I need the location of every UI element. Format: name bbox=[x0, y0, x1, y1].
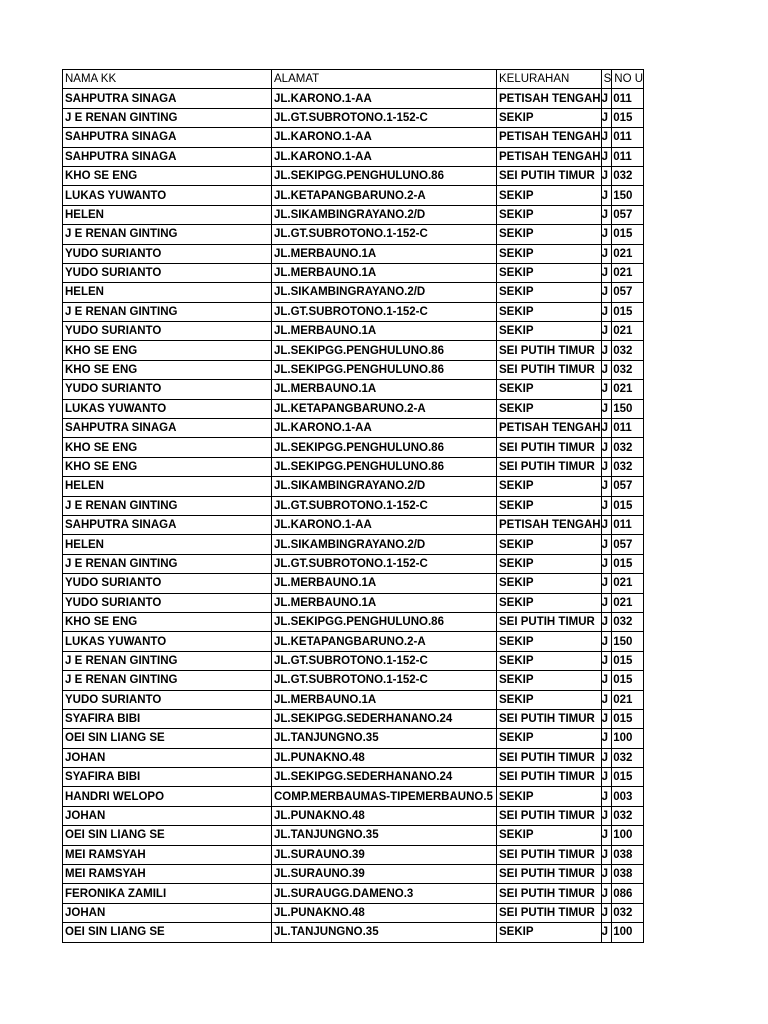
cell-nama-kk: SAHPUTRA SINAGA bbox=[63, 419, 272, 438]
cell-no-u: 032 bbox=[612, 341, 644, 360]
cell-s: J bbox=[601, 903, 612, 922]
cell-nama-kk: J E RENAN GINTING bbox=[63, 671, 272, 690]
cell-kelurahan: SEKIP bbox=[497, 690, 602, 709]
header-nama-kk: NAMA KK bbox=[63, 70, 272, 89]
cell-no-u: 021 bbox=[612, 690, 644, 709]
cell-alamat: JL.MERBAUNO.1A bbox=[272, 690, 497, 709]
table-row bbox=[63, 651, 644, 670]
table-row bbox=[63, 477, 644, 496]
table-row bbox=[63, 515, 644, 534]
table-row bbox=[63, 806, 644, 825]
cell-nama-kk: FERONIKA ZAMILI bbox=[63, 884, 272, 903]
cell-s: J bbox=[601, 612, 612, 631]
cell-s: J bbox=[601, 826, 612, 845]
cell-nama-kk: OEI SIN LIANG SE bbox=[63, 826, 272, 845]
cell-nama-kk: YUDO SURIANTO bbox=[63, 690, 272, 709]
cell-s: J bbox=[601, 205, 612, 224]
cell-kelurahan: SEKIP bbox=[497, 671, 602, 690]
table-row bbox=[63, 128, 644, 147]
cell-kelurahan: SEKIP bbox=[497, 380, 602, 399]
table-row bbox=[63, 632, 644, 651]
cell-s: J bbox=[601, 923, 612, 942]
cell-no-u: 015 bbox=[612, 554, 644, 573]
cell-kelurahan: SEKIP bbox=[497, 496, 602, 515]
cell-alamat: JL.MERBAUNO.1A bbox=[272, 593, 497, 612]
cell-kelurahan: SEKIP bbox=[497, 729, 602, 748]
table-row bbox=[63, 729, 644, 748]
cell-kelurahan: SEI PUTIH TIMUR bbox=[497, 748, 602, 767]
cell-no-u: 057 bbox=[612, 205, 644, 224]
table-row bbox=[63, 826, 644, 845]
cell-no-u: 015 bbox=[612, 709, 644, 728]
cell-nama-kk: YUDO SURIANTO bbox=[63, 380, 272, 399]
table-row bbox=[63, 787, 644, 806]
table-row bbox=[63, 865, 644, 884]
table-row bbox=[63, 671, 644, 690]
cell-s: J bbox=[601, 554, 612, 573]
table-row bbox=[63, 302, 644, 321]
cell-nama-kk: YUDO SURIANTO bbox=[63, 244, 272, 263]
table-row bbox=[63, 283, 644, 302]
cell-no-u: 015 bbox=[612, 108, 644, 127]
cell-kelurahan: SEI PUTIH TIMUR bbox=[497, 768, 602, 787]
cell-alamat: JL.MERBAUNO.1A bbox=[272, 380, 497, 399]
cell-s: J bbox=[601, 729, 612, 748]
cell-no-u: 032 bbox=[612, 612, 644, 631]
cell-nama-kk: J E RENAN GINTING bbox=[63, 554, 272, 573]
cell-no-u: 032 bbox=[612, 903, 644, 922]
cell-nama-kk: SAHPUTRA SINAGA bbox=[63, 515, 272, 534]
cell-nama-kk: YUDO SURIANTO bbox=[63, 322, 272, 341]
cell-alamat: JL.MERBAUNO.1A bbox=[272, 574, 497, 593]
table-row bbox=[63, 419, 644, 438]
table-row bbox=[63, 108, 644, 127]
cell-nama-kk: OEI SIN LIANG SE bbox=[63, 729, 272, 748]
cell-alamat: JL.SIKAMBINGRAYANO.2/D bbox=[272, 205, 497, 224]
cell-no-u: 021 bbox=[612, 263, 644, 282]
cell-s: J bbox=[601, 515, 612, 534]
header-s: S bbox=[601, 70, 612, 89]
table-row bbox=[63, 496, 644, 515]
table-row bbox=[63, 709, 644, 728]
cell-kelurahan: SEKIP bbox=[497, 322, 602, 341]
cell-alamat: JL.SEKIPGG.PENGHULUNO.86 bbox=[272, 166, 497, 185]
cell-alamat: JL.SURAUNO.39 bbox=[272, 845, 497, 864]
cell-no-u: 011 bbox=[612, 515, 644, 534]
cell-alamat: JL.KARONO.1-AA bbox=[272, 128, 497, 147]
cell-nama-kk: YUDO SURIANTO bbox=[63, 593, 272, 612]
cell-alamat: JL.KETAPANGBARUNO.2-A bbox=[272, 399, 497, 418]
cell-nama-kk: J E RENAN GINTING bbox=[63, 108, 272, 127]
cell-kelurahan: SEKIP bbox=[497, 283, 602, 302]
cell-alamat: JL.GT.SUBROTONO.1-152-C bbox=[272, 108, 497, 127]
cell-s: J bbox=[601, 438, 612, 457]
cell-kelurahan: SEI PUTIH TIMUR bbox=[497, 903, 602, 922]
cell-no-u: 086 bbox=[612, 884, 644, 903]
cell-s: J bbox=[601, 632, 612, 651]
cell-s: J bbox=[601, 651, 612, 670]
cell-kelurahan: PETISAH TENGAH bbox=[497, 419, 602, 438]
cell-alamat: JL.TANJUNGNO.35 bbox=[272, 923, 497, 942]
header-alamat: ALAMAT bbox=[272, 70, 497, 89]
cell-s: J bbox=[601, 128, 612, 147]
cell-alamat: JL.KARONO.1-AA bbox=[272, 147, 497, 166]
cell-s: J bbox=[601, 225, 612, 244]
cell-alamat: JL.SIKAMBINGRAYANO.2/D bbox=[272, 477, 497, 496]
cell-s: J bbox=[601, 593, 612, 612]
table-row bbox=[63, 186, 644, 205]
cell-s: J bbox=[601, 748, 612, 767]
cell-no-u: 038 bbox=[612, 865, 644, 884]
cell-nama-kk: LUKAS YUWANTO bbox=[63, 632, 272, 651]
cell-nama-kk: MEI RAMSYAH bbox=[63, 865, 272, 884]
cell-nama-kk: OEI SIN LIANG SE bbox=[63, 923, 272, 942]
cell-s: J bbox=[601, 166, 612, 185]
cell-nama-kk: KHO SE ENG bbox=[63, 166, 272, 185]
table-row bbox=[63, 612, 644, 631]
cell-s: J bbox=[601, 709, 612, 728]
cell-s: J bbox=[601, 768, 612, 787]
cell-s: J bbox=[601, 108, 612, 127]
cell-alamat: JL.GT.SUBROTONO.1-152-C bbox=[272, 651, 497, 670]
cell-nama-kk: SAHPUTRA SINAGA bbox=[63, 89, 272, 108]
cell-kelurahan: SEKIP bbox=[497, 651, 602, 670]
cell-alamat: JL.KARONO.1-AA bbox=[272, 419, 497, 438]
cell-no-u: 032 bbox=[612, 806, 644, 825]
table-row bbox=[63, 438, 644, 457]
cell-alamat: JL.PUNAKNO.48 bbox=[272, 748, 497, 767]
cell-alamat: JL.MERBAUNO.1A bbox=[272, 322, 497, 341]
cell-kelurahan: SEI PUTIH TIMUR bbox=[497, 709, 602, 728]
cell-no-u: 015 bbox=[612, 225, 644, 244]
cell-nama-kk: MEI RAMSYAH bbox=[63, 845, 272, 864]
cell-nama-kk: KHO SE ENG bbox=[63, 360, 272, 379]
table-row bbox=[63, 244, 644, 263]
cell-nama-kk: SAHPUTRA SINAGA bbox=[63, 128, 272, 147]
cell-no-u: 003 bbox=[612, 787, 644, 806]
cell-alamat: JL.SURAUNO.39 bbox=[272, 865, 497, 884]
cell-no-u: 021 bbox=[612, 574, 644, 593]
cell-s: J bbox=[601, 89, 612, 108]
table-row bbox=[63, 341, 644, 360]
cell-nama-kk: HELEN bbox=[63, 477, 272, 496]
cell-s: J bbox=[601, 535, 612, 554]
cell-s: J bbox=[601, 787, 612, 806]
cell-no-u: 150 bbox=[612, 632, 644, 651]
cell-alamat: JL.SEKIPGG.PENGHULUNO.86 bbox=[272, 341, 497, 360]
cell-no-u: 150 bbox=[612, 399, 644, 418]
cell-kelurahan: SEKIP bbox=[497, 632, 602, 651]
cell-nama-kk: YUDO SURIANTO bbox=[63, 574, 272, 593]
table-row bbox=[63, 380, 644, 399]
cell-kelurahan: SEI PUTIH TIMUR bbox=[497, 612, 602, 631]
cell-no-u: 032 bbox=[612, 457, 644, 476]
cell-kelurahan: SEI PUTIH TIMUR bbox=[497, 865, 602, 884]
cell-nama-kk: HANDRI WELOPO bbox=[63, 787, 272, 806]
cell-alamat: JL.GT.SUBROTONO.1-152-C bbox=[272, 225, 497, 244]
cell-nama-kk: KHO SE ENG bbox=[63, 457, 272, 476]
cell-s: J bbox=[601, 477, 612, 496]
cell-no-u: 021 bbox=[612, 593, 644, 612]
cell-alamat: JL.SEKIPGG.PENGHULUNO.86 bbox=[272, 438, 497, 457]
table-row bbox=[63, 225, 644, 244]
cell-kelurahan: SEKIP bbox=[497, 593, 602, 612]
cell-alamat: JL.SEKIPGG.PENGHULUNO.86 bbox=[272, 360, 497, 379]
cell-no-u: 100 bbox=[612, 923, 644, 942]
cell-kelurahan: SEKIP bbox=[497, 477, 602, 496]
cell-nama-kk: KHO SE ENG bbox=[63, 438, 272, 457]
cell-alamat: JL.SIKAMBINGRAYANO.2/D bbox=[272, 535, 497, 554]
cell-kelurahan: SEKIP bbox=[497, 826, 602, 845]
cell-s: J bbox=[601, 884, 612, 903]
cell-nama-kk: HELEN bbox=[63, 535, 272, 554]
cell-no-u: 015 bbox=[612, 496, 644, 515]
cell-kelurahan: SEI PUTIH TIMUR bbox=[497, 166, 602, 185]
cell-no-u: 100 bbox=[612, 729, 644, 748]
cell-nama-kk: LUKAS YUWANTO bbox=[63, 186, 272, 205]
household-table bbox=[62, 69, 644, 943]
cell-no-u: 038 bbox=[612, 845, 644, 864]
table-row bbox=[63, 457, 644, 476]
cell-s: J bbox=[601, 806, 612, 825]
cell-s: J bbox=[601, 244, 612, 263]
cell-alamat: JL.KETAPANGBARUNO.2-A bbox=[272, 632, 497, 651]
cell-kelurahan: SEKIP bbox=[497, 108, 602, 127]
table-row bbox=[63, 166, 644, 185]
cell-kelurahan: SEI PUTIH TIMUR bbox=[497, 884, 602, 903]
table-row bbox=[63, 360, 644, 379]
header-kelurahan: KELURAHAN bbox=[497, 70, 602, 89]
table-row bbox=[63, 748, 644, 767]
cell-nama-kk: J E RENAN GINTING bbox=[63, 496, 272, 515]
cell-kelurahan: SEI PUTIH TIMUR bbox=[497, 457, 602, 476]
cell-kelurahan: SEI PUTIH TIMUR bbox=[497, 806, 602, 825]
cell-kelurahan: PETISAH TENGAH bbox=[497, 147, 602, 166]
table-row bbox=[63, 690, 644, 709]
cell-kelurahan: PETISAH TENGAH bbox=[497, 515, 602, 534]
cell-kelurahan: SEI PUTIH TIMUR bbox=[497, 438, 602, 457]
cell-nama-kk: HELEN bbox=[63, 283, 272, 302]
cell-nama-kk: SYAFIRA BIBI bbox=[63, 768, 272, 787]
cell-kelurahan: SEKIP bbox=[497, 186, 602, 205]
cell-nama-kk: HELEN bbox=[63, 205, 272, 224]
cell-alamat: JL.GT.SUBROTONO.1-152-C bbox=[272, 302, 497, 321]
cell-nama-kk: SYAFIRA BIBI bbox=[63, 709, 272, 728]
cell-nama-kk: J E RENAN GINTING bbox=[63, 302, 272, 321]
cell-kelurahan: SEI PUTIH TIMUR bbox=[497, 845, 602, 864]
cell-no-u: 015 bbox=[612, 768, 644, 787]
cell-alamat: COMP.MERBAUMAS-TIPEMERBAUNO.5 bbox=[272, 787, 497, 806]
cell-s: J bbox=[601, 302, 612, 321]
cell-alamat: JL.KARONO.1-AA bbox=[272, 89, 497, 108]
cell-s: J bbox=[601, 845, 612, 864]
cell-no-u: 032 bbox=[612, 166, 644, 185]
cell-no-u: 032 bbox=[612, 438, 644, 457]
cell-s: J bbox=[601, 574, 612, 593]
cell-no-u: 015 bbox=[612, 302, 644, 321]
cell-kelurahan: SEKIP bbox=[497, 225, 602, 244]
cell-alamat: JL.PUNAKNO.48 bbox=[272, 806, 497, 825]
cell-s: J bbox=[601, 380, 612, 399]
cell-nama-kk: SAHPUTRA SINAGA bbox=[63, 147, 272, 166]
header-row bbox=[63, 70, 644, 89]
cell-alamat: JL.SEKIPGG.SEDERHANANO.24 bbox=[272, 768, 497, 787]
table-row bbox=[63, 205, 644, 224]
cell-s: J bbox=[601, 496, 612, 515]
cell-kelurahan: SEI PUTIH TIMUR bbox=[497, 341, 602, 360]
cell-kelurahan: SEKIP bbox=[497, 574, 602, 593]
cell-no-u: 057 bbox=[612, 283, 644, 302]
cell-no-u: 057 bbox=[612, 477, 644, 496]
cell-alamat: JL.GT.SUBROTONO.1-152-C bbox=[272, 496, 497, 515]
cell-kelurahan: SEI PUTIH TIMUR bbox=[497, 360, 602, 379]
cell-alamat: JL.PUNAKNO.48 bbox=[272, 903, 497, 922]
cell-alamat: JL.KARONO.1-AA bbox=[272, 515, 497, 534]
table-row bbox=[63, 903, 644, 922]
cell-no-u: 021 bbox=[612, 380, 644, 399]
cell-nama-kk: JOHAN bbox=[63, 903, 272, 922]
cell-alamat: JL.SEKIPGG.SEDERHANANO.24 bbox=[272, 709, 497, 728]
header-no-u: NO U bbox=[612, 70, 644, 89]
cell-s: J bbox=[601, 283, 612, 302]
cell-alamat: JL.SIKAMBINGRAYANO.2/D bbox=[272, 283, 497, 302]
cell-s: J bbox=[601, 399, 612, 418]
cell-kelurahan: SEKIP bbox=[497, 302, 602, 321]
table-row bbox=[63, 884, 644, 903]
cell-alamat: JL.SURAUGG.DAMENO.3 bbox=[272, 884, 497, 903]
cell-s: J bbox=[601, 360, 612, 379]
cell-kelurahan: SEKIP bbox=[497, 244, 602, 263]
cell-s: J bbox=[601, 147, 612, 166]
cell-no-u: 011 bbox=[612, 147, 644, 166]
cell-s: J bbox=[601, 419, 612, 438]
table-row bbox=[63, 593, 644, 612]
cell-nama-kk: LUKAS YUWANTO bbox=[63, 399, 272, 418]
cell-kelurahan: PETISAH TENGAH bbox=[497, 89, 602, 108]
table-row bbox=[63, 768, 644, 787]
cell-alamat: JL.TANJUNGNO.35 bbox=[272, 729, 497, 748]
cell-s: J bbox=[601, 186, 612, 205]
cell-no-u: 150 bbox=[612, 186, 644, 205]
cell-no-u: 021 bbox=[612, 322, 644, 341]
table-body bbox=[63, 89, 644, 942]
cell-no-u: 011 bbox=[612, 89, 644, 108]
cell-no-u: 011 bbox=[612, 128, 644, 147]
table-row bbox=[63, 89, 644, 108]
table-row bbox=[63, 923, 644, 942]
cell-no-u: 015 bbox=[612, 671, 644, 690]
cell-nama-kk: KHO SE ENG bbox=[63, 612, 272, 631]
table-row bbox=[63, 322, 644, 341]
cell-kelurahan: SEKIP bbox=[497, 554, 602, 573]
cell-alamat: JL.SEKIPGG.PENGHULUNO.86 bbox=[272, 457, 497, 476]
cell-kelurahan: SEKIP bbox=[497, 535, 602, 554]
cell-kelurahan: PETISAH TENGAH bbox=[497, 128, 602, 147]
table-row bbox=[63, 147, 644, 166]
cell-s: J bbox=[601, 671, 612, 690]
cell-no-u: 032 bbox=[612, 360, 644, 379]
cell-kelurahan: SEKIP bbox=[497, 263, 602, 282]
cell-s: J bbox=[601, 457, 612, 476]
cell-nama-kk: J E RENAN GINTING bbox=[63, 225, 272, 244]
cell-s: J bbox=[601, 690, 612, 709]
cell-s: J bbox=[601, 341, 612, 360]
cell-no-u: 011 bbox=[612, 419, 644, 438]
cell-nama-kk: YUDO SURIANTO bbox=[63, 263, 272, 282]
table-row bbox=[63, 263, 644, 282]
cell-s: J bbox=[601, 263, 612, 282]
cell-no-u: 032 bbox=[612, 748, 644, 767]
cell-nama-kk: JOHAN bbox=[63, 748, 272, 767]
cell-alamat: JL.GT.SUBROTONO.1-152-C bbox=[272, 671, 497, 690]
cell-no-u: 057 bbox=[612, 535, 644, 554]
cell-nama-kk: KHO SE ENG bbox=[63, 341, 272, 360]
table-row bbox=[63, 535, 644, 554]
cell-kelurahan: SEKIP bbox=[497, 787, 602, 806]
cell-kelurahan: SEKIP bbox=[497, 923, 602, 942]
cell-alamat: JL.MERBAUNO.1A bbox=[272, 263, 497, 282]
cell-kelurahan: SEKIP bbox=[497, 399, 602, 418]
cell-nama-kk: J E RENAN GINTING bbox=[63, 651, 272, 670]
cell-kelurahan: SEKIP bbox=[497, 205, 602, 224]
cell-no-u: 100 bbox=[612, 826, 644, 845]
cell-nama-kk: JOHAN bbox=[63, 806, 272, 825]
cell-s: J bbox=[601, 322, 612, 341]
cell-alamat: JL.KETAPANGBARUNO.2-A bbox=[272, 186, 497, 205]
table-row bbox=[63, 554, 644, 573]
cell-alamat: JL.GT.SUBROTONO.1-152-C bbox=[272, 554, 497, 573]
cell-alamat: JL.TANJUNGNO.35 bbox=[272, 826, 497, 845]
table-row bbox=[63, 574, 644, 593]
cell-s: J bbox=[601, 865, 612, 884]
cell-no-u: 021 bbox=[612, 244, 644, 263]
cell-no-u: 015 bbox=[612, 651, 644, 670]
table-row bbox=[63, 399, 644, 418]
cell-alamat: JL.SEKIPGG.PENGHULUNO.86 bbox=[272, 612, 497, 631]
cell-alamat: JL.MERBAUNO.1A bbox=[272, 244, 497, 263]
table-row bbox=[63, 845, 644, 864]
